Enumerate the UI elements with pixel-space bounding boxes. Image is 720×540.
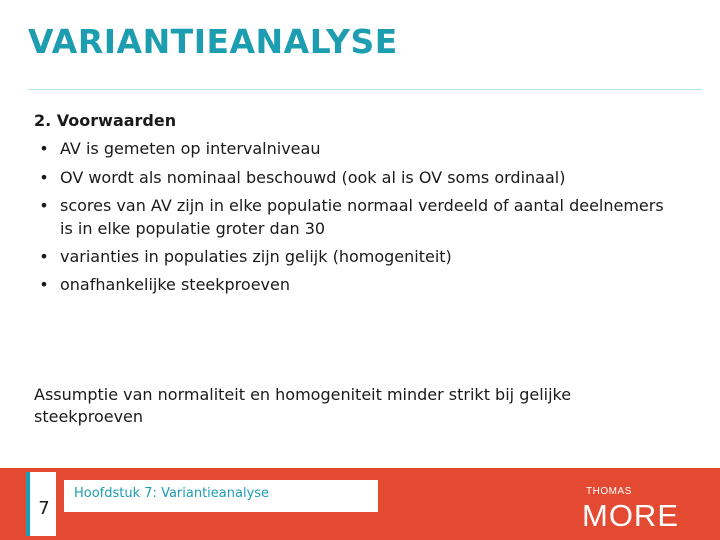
assumption-note: Assumptie van normaliteit en homogeniteit minder strikt bij gelijke steekproeven [34,385,572,427]
slide-title: VARIANTIEANALYSE [28,22,398,61]
bullet-text: OV wordt als nominaal beschouwd (ook al is OV soms ordinaal) [60,167,566,187]
list-item [34,246,674,268]
list-item [34,274,674,296]
bullet-text: varianties in populaties zijn gelijk (homogeniteit) [60,246,452,266]
logo-top-text: THOMAS [586,486,632,497]
bullet-text: AV is gemeten op intervalniveau [60,139,321,159]
bullet-icon: • [39,139,49,159]
bullet-text: scores van AV zijn in elke populatie normaal verdeeld of aantal deelnemers is in elke populatie groter dan 30 [60,196,664,238]
section-heading: 2. Voorwaarden [34,111,177,130]
bullet-text: onafhankelijke steekproeven [60,275,290,295]
footer-bar [0,468,720,540]
bullet-icon: • [39,246,49,266]
bullet-icon: • [39,196,49,216]
slide-body [34,110,674,303]
list-item [34,138,674,160]
thomas-more-logo [580,482,690,530]
page-number: 7 [38,498,50,519]
bullet-icon: • [39,167,49,187]
bullet-list [34,138,674,296]
logo-bottom-text: MORE [582,498,679,530]
page-number-box [26,472,56,536]
title-divider [28,89,702,90]
chapter-label: Hoofdstuk 7: Variantieanalyse [64,480,378,512]
list-item [34,195,674,240]
page-number-accent [26,472,30,536]
bullet-icon: • [39,275,49,295]
list-item [34,167,674,189]
